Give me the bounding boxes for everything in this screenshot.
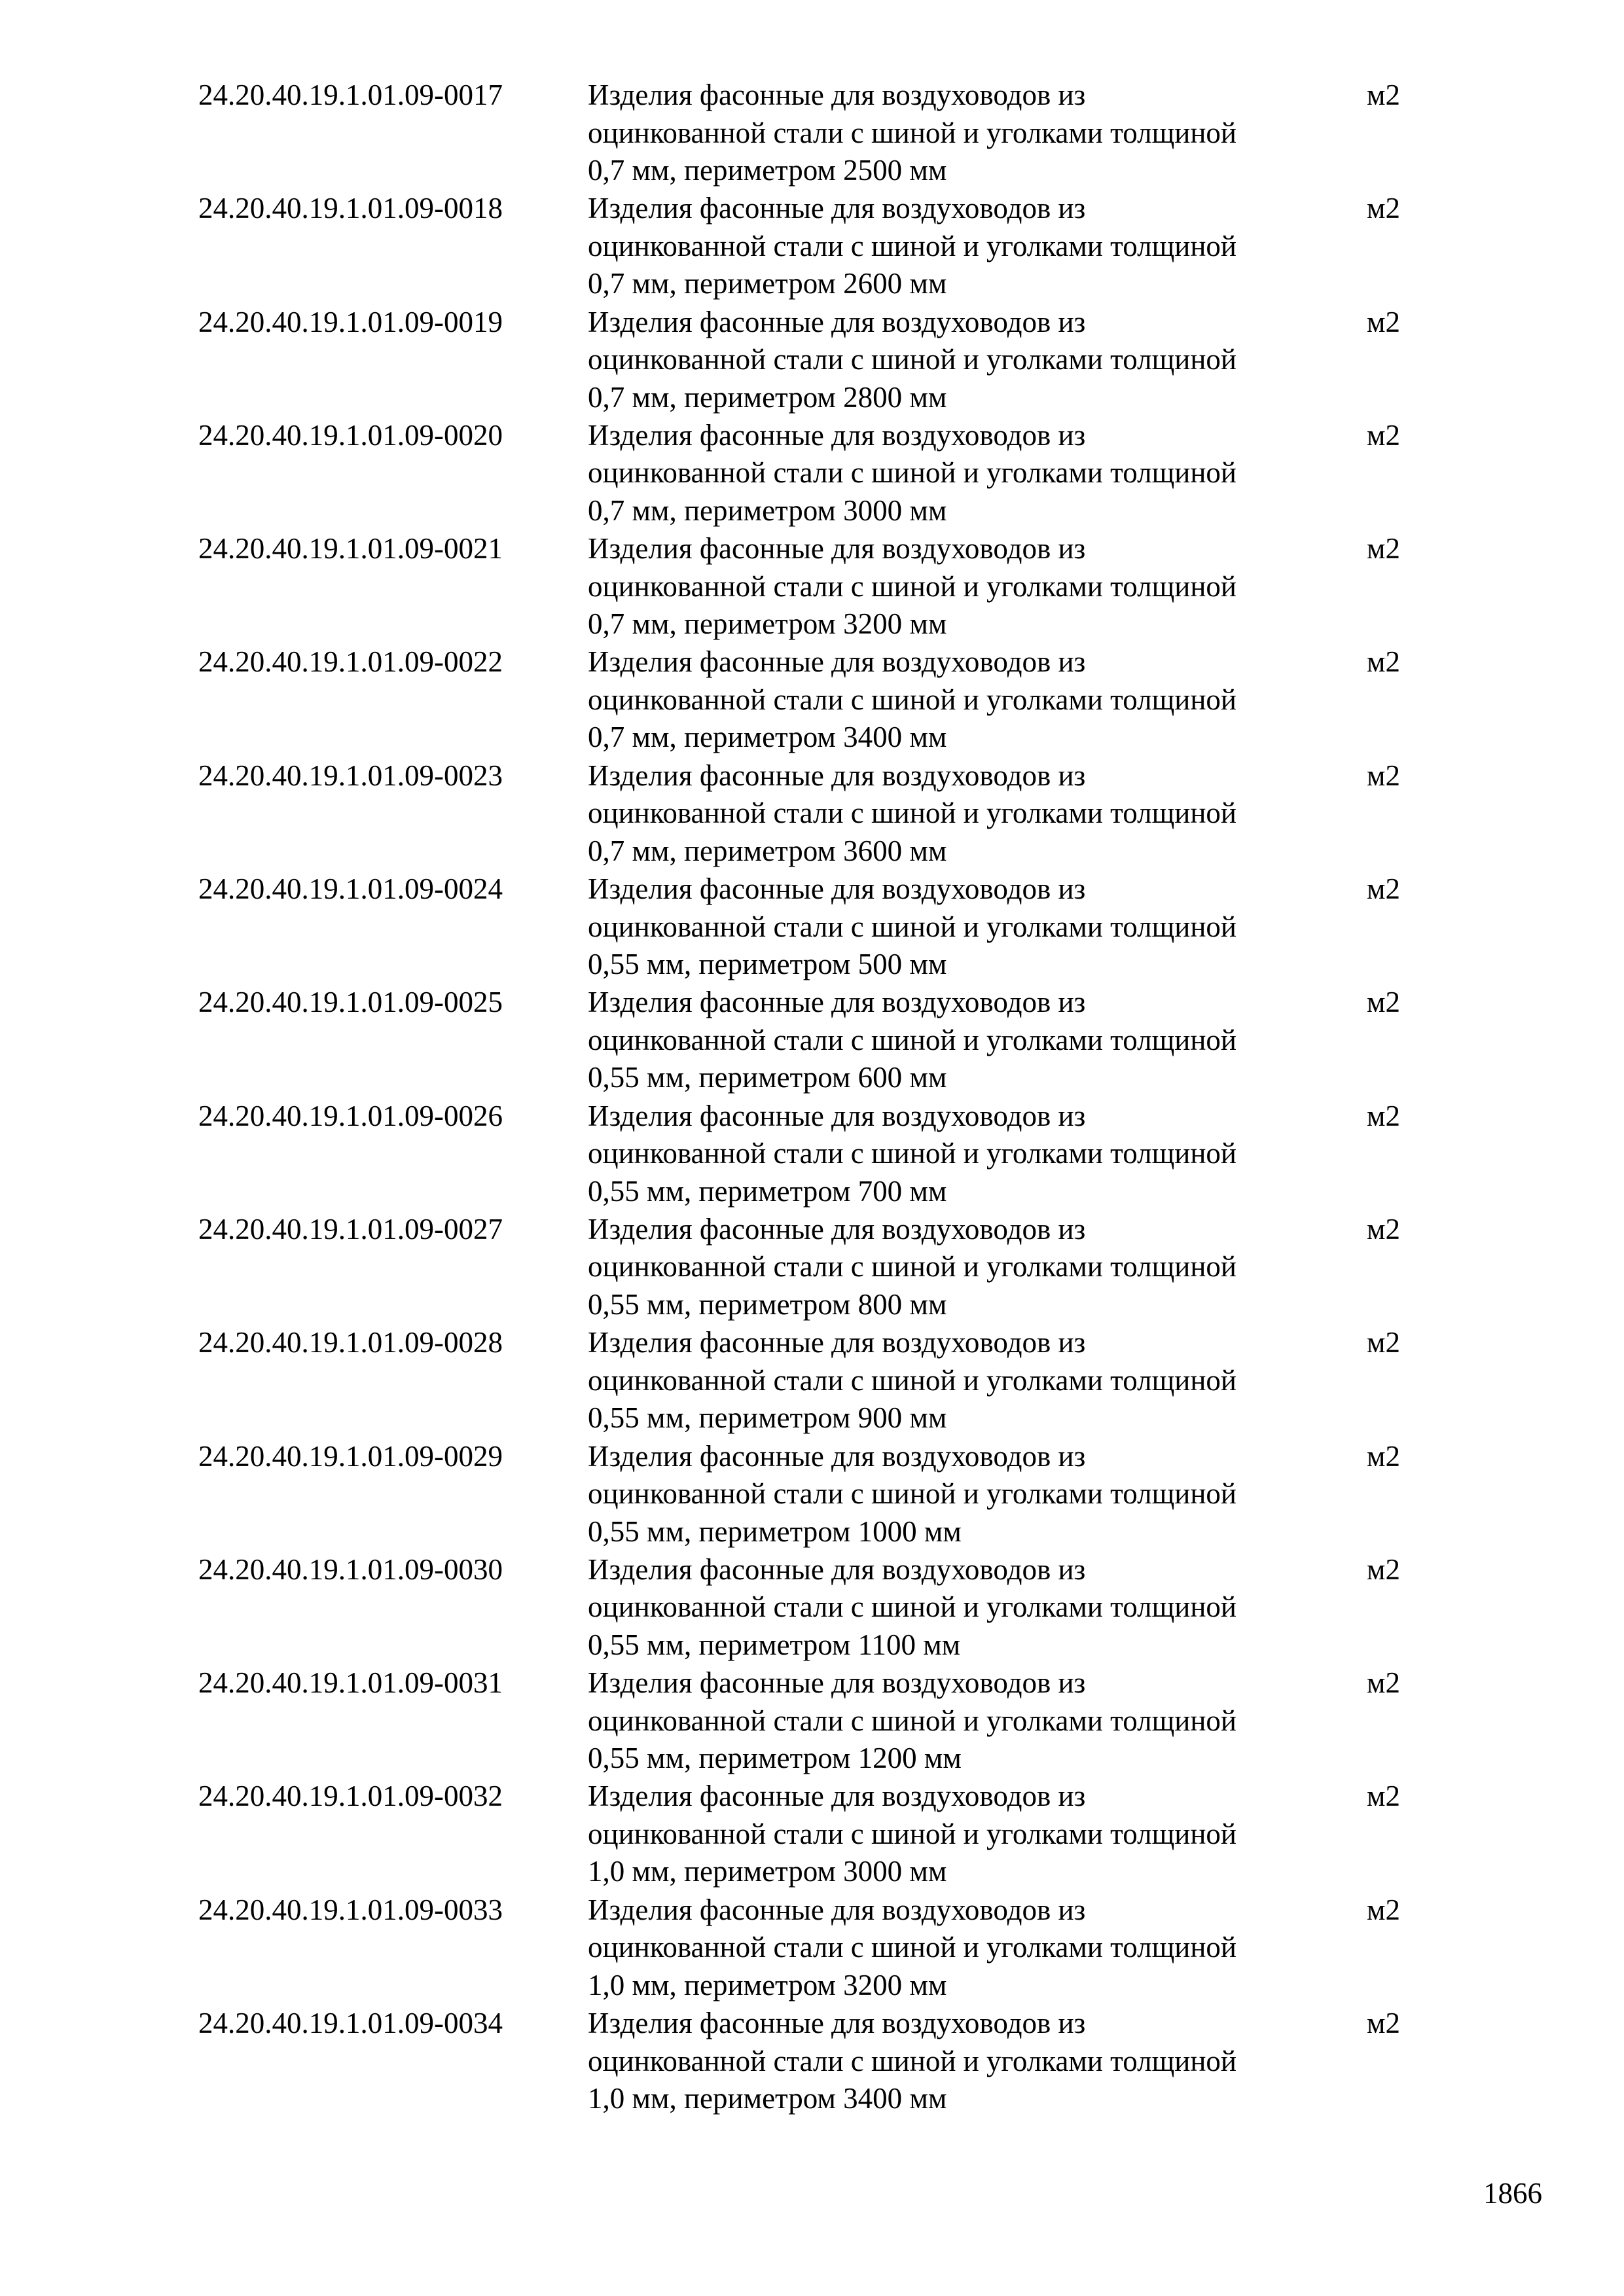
item-description bbox=[588, 1892, 1367, 2005]
description-line-3: 0,7 мм, периметром 2800 мм bbox=[588, 380, 947, 414]
item-description bbox=[588, 1664, 1367, 1778]
item-code: 24.20.40.19.1.01.09-0034 bbox=[198, 2007, 503, 2040]
description-line-3: 0,55 мм, периметром 500 мм bbox=[588, 948, 947, 981]
item-description bbox=[588, 1551, 1367, 1664]
table-row bbox=[198, 77, 1442, 190]
description-line-2: оцинкованной стали с шиной и уголками толщиной bbox=[588, 456, 1236, 490]
unit-of-measure: м2 bbox=[1367, 1212, 1400, 1246]
item-description bbox=[588, 530, 1367, 643]
item-description bbox=[588, 1438, 1367, 1551]
unit-of-measure: м2 bbox=[1367, 305, 1400, 338]
table-row bbox=[198, 1778, 1442, 1891]
description-line-1: Изделия фасонные для воздуховодов из bbox=[588, 872, 1086, 906]
description-line-2: оцинкованной стали с шиной и уголками толщиной bbox=[588, 1250, 1236, 1283]
description-line-2: оцинкованной стали с шиной и уголками толщиной bbox=[588, 1590, 1236, 1624]
table-row bbox=[198, 870, 1442, 984]
item-description bbox=[588, 304, 1367, 417]
description-line-3: 0,55 мм, периметром 1200 мм bbox=[588, 1742, 962, 1775]
item-code: 24.20.40.19.1.01.09-0031 bbox=[198, 1666, 503, 1700]
table-row bbox=[198, 1551, 1442, 1664]
description-line-2: оцинкованной стали с шиной и уголками толщиной bbox=[588, 229, 1236, 262]
unit-of-measure: м2 bbox=[1367, 986, 1400, 1019]
item-description bbox=[588, 1098, 1367, 1211]
description-line-2: оцинкованной стали с шиной и уголками толщиной bbox=[588, 683, 1236, 716]
page-number: 1866 bbox=[1483, 2177, 1542, 2210]
description-line-3: 0,7 мм, периметром 3400 мм bbox=[588, 721, 947, 754]
description-line-1: Изделия фасонные для воздуховодов из bbox=[588, 759, 1086, 792]
table-row bbox=[198, 190, 1442, 303]
description-line-2: оцинкованной стали с шиной и уголками толщиной bbox=[588, 2044, 1236, 2077]
table-row bbox=[198, 1664, 1442, 1778]
unit-of-measure: м2 bbox=[1367, 2007, 1400, 2040]
table-row bbox=[198, 643, 1442, 757]
item-code: 24.20.40.19.1.01.09-0025 bbox=[198, 986, 503, 1019]
item-code: 24.20.40.19.1.01.09-0032 bbox=[198, 1780, 503, 1813]
description-line-1: Изделия фасонные для воздуховодов из bbox=[588, 305, 1086, 338]
unit-of-measure: м2 bbox=[1367, 1666, 1400, 1700]
description-line-3: 0,7 мм, периметром 2500 мм bbox=[588, 154, 947, 187]
description-line-2: оцинкованной стали с шиной и уголками толщиной bbox=[588, 343, 1236, 376]
description-line-3: 0,7 мм, периметром 3000 мм bbox=[588, 493, 947, 527]
description-line-2: оцинкованной стали с шиной и уголками толщиной bbox=[588, 1477, 1236, 1511]
description-line-2: оцинкованной стали с шиной и уголками толщиной bbox=[588, 116, 1236, 149]
item-description bbox=[588, 870, 1367, 984]
table-row bbox=[198, 1211, 1442, 1324]
item-description bbox=[588, 757, 1367, 870]
item-description bbox=[588, 190, 1367, 303]
description-line-1: Изделия фасонные для воздуховодов из bbox=[588, 1552, 1086, 1586]
item-description bbox=[588, 2005, 1367, 2118]
unit-of-measure: м2 bbox=[1367, 418, 1400, 452]
description-line-2: оцинкованной стали с шиной и уголками толщиной bbox=[588, 1023, 1236, 1056]
unit-of-measure: м2 bbox=[1367, 645, 1400, 679]
unit-of-measure: м2 bbox=[1367, 192, 1400, 225]
description-line-3: 1,0 мм, периметром 3200 мм bbox=[588, 1968, 947, 2001]
description-line-2: оцинкованной стали с шиной и уголками толщиной bbox=[588, 910, 1236, 943]
table-row bbox=[198, 304, 1442, 417]
description-line-3: 0,7 мм, периметром 3600 мм bbox=[588, 834, 947, 867]
unit-of-measure: м2 bbox=[1367, 532, 1400, 565]
unit-of-measure: м2 bbox=[1367, 759, 1400, 792]
item-description bbox=[588, 984, 1367, 1097]
item-code: 24.20.40.19.1.01.09-0021 bbox=[198, 532, 503, 565]
description-line-2: оцинкованной стали с шиной и уголками толщиной bbox=[588, 797, 1236, 830]
unit-of-measure: м2 bbox=[1367, 1893, 1400, 1926]
item-code: 24.20.40.19.1.01.09-0020 bbox=[198, 418, 503, 452]
item-description bbox=[588, 1211, 1367, 1324]
description-line-1: Изделия фасонные для воздуховодов из bbox=[588, 986, 1086, 1019]
description-line-1: Изделия фасонные для воздуховодов из bbox=[588, 1893, 1086, 1926]
description-line-2: оцинкованной стали с шиной и уголками толщиной bbox=[588, 1363, 1236, 1397]
description-line-2: оцинкованной стали с шиной и уголками толщиной bbox=[588, 1817, 1236, 1850]
description-line-1: Изделия фасонные для воздуховодов из bbox=[588, 645, 1086, 679]
table-row bbox=[198, 1098, 1442, 1211]
item-code: 24.20.40.19.1.01.09-0017 bbox=[198, 79, 503, 111]
item-code: 24.20.40.19.1.01.09-0019 bbox=[198, 305, 503, 338]
item-code: 24.20.40.19.1.01.09-0023 bbox=[198, 759, 503, 792]
unit-of-measure: м2 bbox=[1367, 1552, 1400, 1586]
unit-of-measure: м2 bbox=[1367, 1780, 1400, 1813]
table-row bbox=[198, 984, 1442, 1097]
description-line-3: 0,55 мм, периметром 700 мм bbox=[588, 1174, 947, 1208]
description-line-1: Изделия фасонные для воздуховодов из bbox=[588, 1439, 1086, 1473]
description-line-3: 1,0 мм, периметром 3000 мм bbox=[588, 1855, 947, 1888]
unit-of-measure: м2 bbox=[1367, 79, 1400, 111]
description-line-3: 0,55 мм, периметром 1100 мм bbox=[588, 1628, 961, 1661]
unit-of-measure: м2 bbox=[1367, 872, 1400, 906]
description-line-1: Изделия фасонные для воздуховодов из bbox=[588, 532, 1086, 565]
table-row bbox=[198, 417, 1442, 530]
description-line-2: оцинкованной стали с шиной и уголками толщиной bbox=[588, 1931, 1236, 1964]
description-line-3: 0,55 мм, периметром 800 мм bbox=[588, 1287, 947, 1321]
description-line-1: Изделия фасонные для воздуховодов из bbox=[588, 192, 1086, 225]
description-line-2: оцинкованной стали с шиной и уголками толщиной bbox=[588, 1704, 1236, 1737]
item-code: 24.20.40.19.1.01.09-0029 bbox=[198, 1439, 503, 1473]
description-line-1: Изделия фасонные для воздуховодов из bbox=[588, 1212, 1086, 1246]
description-line-1: Изделия фасонные для воздуховодов из bbox=[588, 418, 1086, 452]
description-line-1: Изделия фасонные для воздуховодов из bbox=[588, 79, 1086, 111]
unit-of-measure: м2 bbox=[1367, 1326, 1400, 1359]
item-description bbox=[588, 417, 1367, 530]
table-row bbox=[198, 1438, 1442, 1551]
item-code: 24.20.40.19.1.01.09-0027 bbox=[198, 1212, 503, 1246]
item-description bbox=[588, 77, 1367, 190]
table-row bbox=[198, 757, 1442, 870]
description-line-1: Изделия фасонные для воздуховодов из bbox=[588, 1780, 1086, 1813]
description-line-1: Изделия фасонные для воздуховодов из bbox=[588, 2007, 1086, 2040]
item-code: 24.20.40.19.1.01.09-0024 bbox=[198, 872, 503, 906]
description-line-3: 0,55 мм, периметром 1000 мм bbox=[588, 1515, 962, 1548]
item-code: 24.20.40.19.1.01.09-0030 bbox=[198, 1552, 503, 1586]
item-code: 24.20.40.19.1.01.09-0033 bbox=[198, 1893, 503, 1926]
description-line-3: 0,7 мм, периметром 3200 мм bbox=[588, 607, 947, 641]
item-code: 24.20.40.19.1.01.09-0028 bbox=[198, 1326, 503, 1359]
classifier-table bbox=[198, 77, 1442, 2118]
description-line-1: Изделия фасонные для воздуховодов из bbox=[588, 1326, 1086, 1359]
item-description bbox=[588, 1324, 1367, 1437]
item-code: 24.20.40.19.1.01.09-0026 bbox=[198, 1099, 503, 1132]
item-description bbox=[588, 1778, 1367, 1891]
table-row bbox=[198, 2005, 1442, 2118]
unit-of-measure: м2 bbox=[1367, 1099, 1400, 1132]
description-line-3: 0,7 мм, периметром 2600 мм bbox=[588, 267, 947, 300]
table-row bbox=[198, 1324, 1442, 1437]
item-code: 24.20.40.19.1.01.09-0018 bbox=[198, 192, 503, 225]
description-line-3: 0,55 мм, периметром 900 мм bbox=[588, 1401, 947, 1435]
table-row bbox=[198, 530, 1442, 643]
description-line-1: Изделия фасонные для воздуховодов из bbox=[588, 1666, 1086, 1700]
item-code: 24.20.40.19.1.01.09-0022 bbox=[198, 645, 503, 679]
description-line-2: оцинкованной стали с шиной и уголками толщиной bbox=[588, 1137, 1236, 1170]
table-row bbox=[198, 1892, 1442, 2005]
unit-of-measure: м2 bbox=[1367, 1439, 1400, 1473]
description-line-1: Изделия фасонные для воздуховодов из bbox=[588, 1099, 1086, 1132]
description-line-3: 1,0 мм, периметром 3400 мм bbox=[588, 2082, 947, 2115]
description-line-2: оцинкованной стали с шиной и уголками толщиной bbox=[588, 569, 1236, 603]
description-line-3: 0,55 мм, периметром 600 мм bbox=[588, 1061, 947, 1094]
item-description bbox=[588, 643, 1367, 757]
